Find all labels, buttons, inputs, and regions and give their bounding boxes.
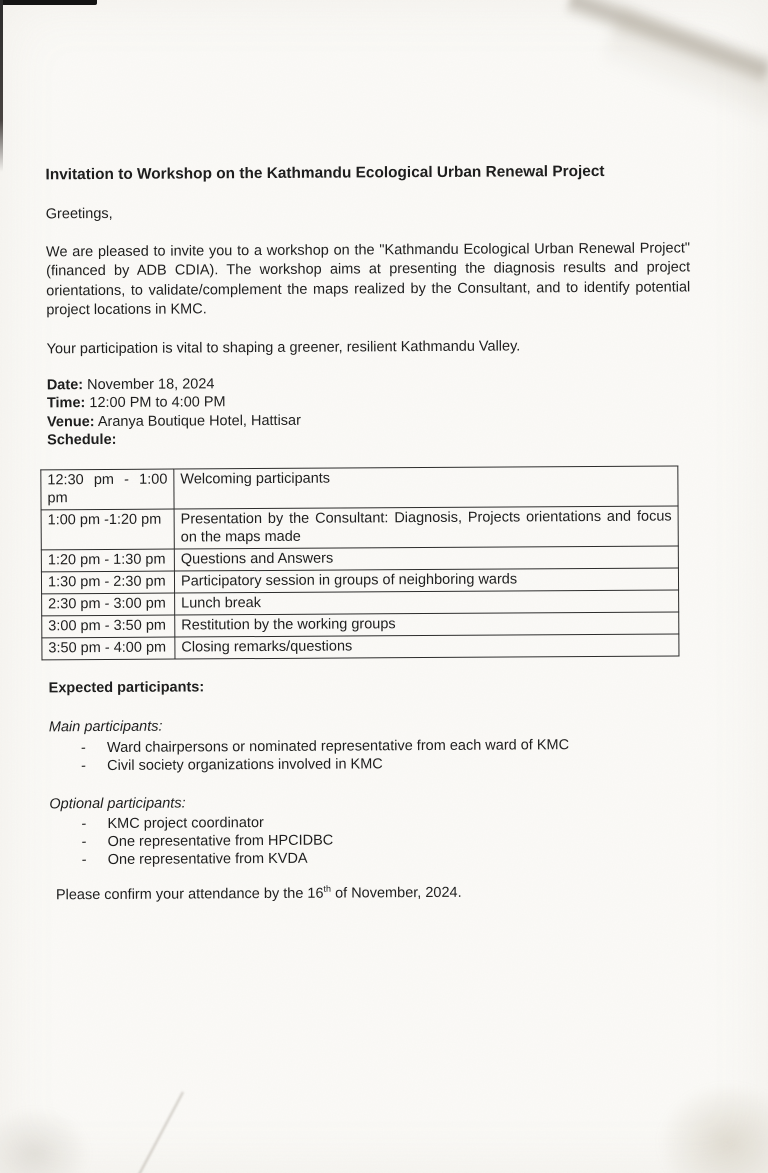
event-details	[47, 372, 691, 450]
ordinal-superscript: th	[323, 883, 332, 894]
list-item-text: KMC project coordinator	[107, 815, 264, 833]
list-item-text: One representative from KVDA	[107, 850, 308, 869]
top-left-scan-bar	[0, 0, 97, 5]
dash-bullet: -	[81, 852, 87, 869]
detail-schedule	[47, 428, 691, 450]
detail-value: 12:00 PM to 4:00 PM	[85, 394, 226, 412]
activity-cell: Participatory session in groups of neighboring wards	[174, 568, 678, 593]
optional-participants-heading: Optional participants:	[49, 795, 186, 812]
time-cell: 1:30 pm - 2:30 pm	[41, 571, 174, 594]
list-item	[82, 848, 694, 870]
time-cell: 1:00 pm -1:20 pm	[41, 509, 174, 550]
table-row	[41, 466, 678, 510]
activity-cell: Restitution by the working groups	[175, 612, 679, 637]
detail-label: Schedule:	[47, 432, 117, 449]
activity-cell: Closing remarks/questions	[175, 634, 679, 659]
expected-participants-heading: Expected participants:	[48, 678, 205, 696]
time-cell: 3:00 pm - 3:50 pm	[42, 615, 175, 638]
confirmation-suffix: of November, 2024.	[330, 884, 462, 902]
detail-value: Aranya Boutique Hotel, Hattisar	[94, 412, 301, 430]
detail-label: Date:	[46, 377, 84, 394]
main-participants-heading: Main participants:	[48, 718, 163, 736]
schedule-table	[40, 465, 679, 660]
time-cell: 12:30 pm - 1:00 pm	[41, 469, 174, 510]
list-item-text: One representative from HPCIDBC	[107, 832, 334, 851]
dash-bullet: -	[80, 739, 86, 756]
participation-note: Your participation is vital to shaping a greener, resilient Kathmandu Valley.	[46, 337, 521, 357]
time-cell: 3:50 pm - 4:00 pm	[42, 637, 175, 660]
paper-shading-bottom-right	[658, 1083, 768, 1173]
greeting-line: Greetings,	[45, 205, 113, 223]
letter-title: Invitation to Workshop on the Kathmandu Ecological Urban Renewal Project	[45, 162, 605, 184]
activity-cell: Questions and Answers	[174, 546, 678, 571]
paper-crease-bottom	[137, 1092, 184, 1173]
detail-label: Time:	[46, 395, 86, 412]
time-cell: 2:30 pm - 3:00 pm	[42, 593, 175, 616]
optional-participants-list	[49, 812, 693, 870]
time-cell: 1:20 pm - 1:30 pm	[41, 549, 174, 572]
dash-bullet: -	[81, 757, 87, 774]
confirmation-note	[56, 883, 694, 906]
paper-shading-bottom-left	[0, 1108, 90, 1173]
dash-bullet: -	[81, 816, 87, 833]
table-row	[42, 634, 679, 660]
table-row	[41, 506, 678, 550]
list-item-text: Civil society organizations involved in KMC	[107, 755, 383, 774]
left-edge-scan-line	[0, 0, 3, 172]
activity-cell: Presentation by the Consultant: Diagnosis, Projects orientations and focus on the maps made	[174, 506, 678, 549]
dash-bullet: -	[81, 834, 87, 851]
list-item-text: Ward chairpersons or nominated representative from each ward of KMC	[106, 736, 570, 756]
activity-cell: Lunch break	[175, 590, 679, 615]
list-item	[81, 753, 693, 775]
detail-label: Venue:	[46, 413, 95, 431]
intro-paragraph: We are pleased to invite you to a workshop on the "Kathmandu Ecological Urban Renewal Project" (financed by ADB CDIA). The workshop aims at presenting the diagnosis results and project orientations, to validate/complement the maps realized by the Consultant, and to identify potential project locations in KMC.	[45, 239, 691, 319]
activity-cell: Welcoming participants	[174, 466, 678, 509]
main-participants-list	[49, 735, 693, 775]
confirmation-prefix: Please confirm your attendance by the 16	[55, 885, 324, 904]
letter-body	[44, 0, 694, 906]
detail-value: November 18, 2024	[83, 376, 215, 394]
